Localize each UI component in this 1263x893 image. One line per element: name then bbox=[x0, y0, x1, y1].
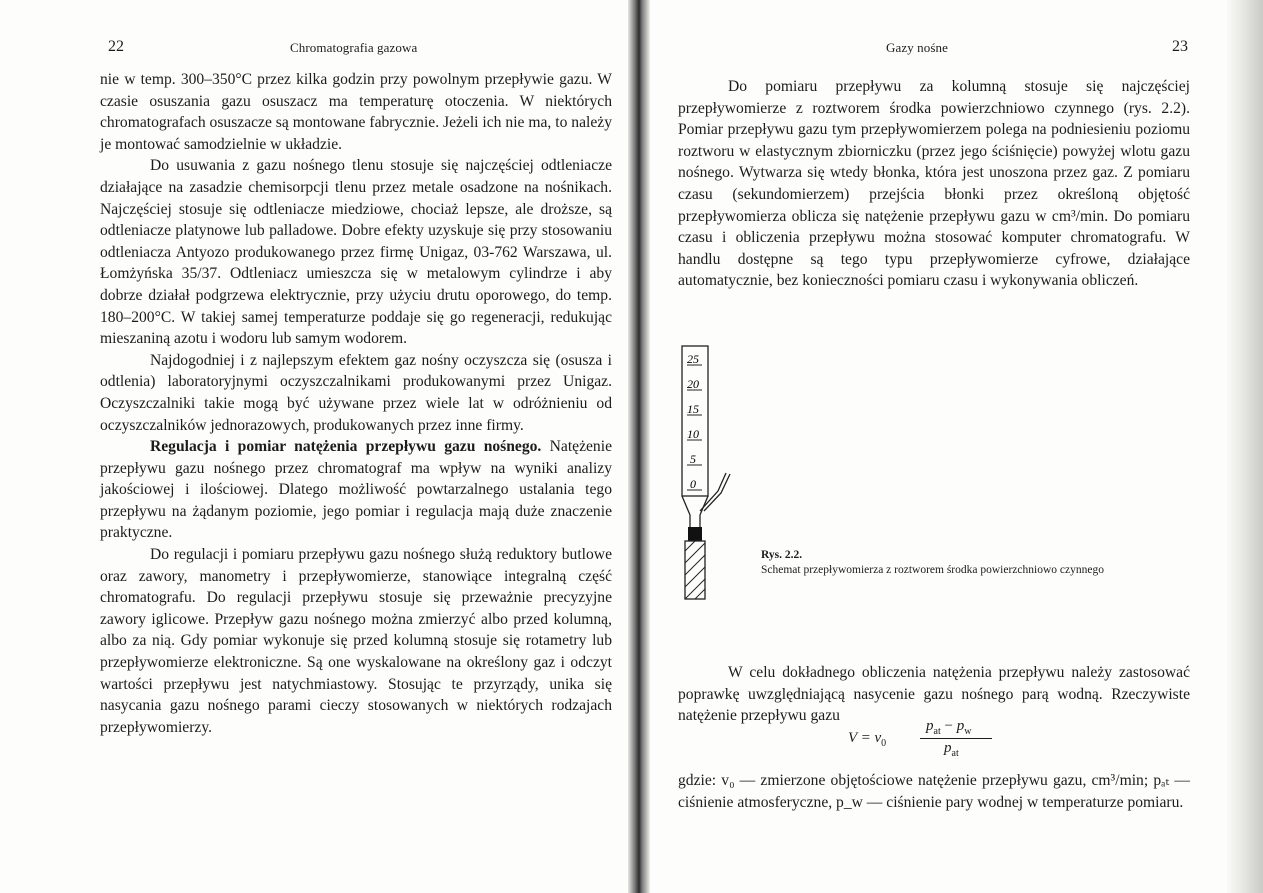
scale-label: 0 bbox=[690, 477, 696, 491]
flowmeter-diagram bbox=[678, 345, 758, 607]
paragraph: Najdogodniej i z najlepszym efektem gaz nośny oczyszcza się (osusza i odtlenia) laboratoryjnymi oczyszczalnikami produkowanymi przez Unigaz. Oczyszczalniki takie mogą być używane przez wiele lat w odróżnieniu od oczyszczalników jednorazowych, produkowanych przez inne firmy. bbox=[100, 351, 612, 434]
page-number: 22 bbox=[108, 38, 124, 55]
paragraph: Do pomiaru przepływu za kolumną stosuje się najczęściej przepływomierze z roztworem środka powierzchniowo czynnego (rys. 2.2). Pomiar przepływu gazu tym przepływomierzem polega na podniesieniu poziomu roztworu w elastycznym zbiorniczku (przez jego ściśnięcie) powyżej wlotu gazu nośnego. Wytwarza się wtedy błonka, która jest unoszona przez gaz. Z pomiaru czasu (sekundomierzem) przejścia błonki przez określoną objętość przepływomierza oblicza się natężenie przepływu gazu w cm³/min. Do pomiaru czasu i obliczenia przepływu można stosować komputer chromatografu. W handlu dostępne są tego typu przepływomierze cyfrowe, działające automatycznie, bez konieczności pomiaru czasu i wykonywania obliczeń. bbox=[678, 78, 1190, 290]
figure-label: Rys. 2.2. bbox=[761, 549, 803, 561]
paragraph: Do usuwania z gazu nośnego tlenu stosuje się najczęściej odtleniacze działające na zasadzie chemisorpcji tlenu przez metale osadzone na nośnikach. Najczęściej stosuje się odtleniacze miedziowe, chociaż lepsze, ale droższe, są odtleniacze platynowe lub palladowe. Dobre efekty uzyskuje się przy stosowaniu odtleniacza Antyozo produkowanego przez firmę Unigaz, 03-762 Warszawa, ul. Łomżyńska 35/37. Odtleniacz umieszcza się w metalowym cylindrze i aby dobrze działał podgrzewa elektrycznie, przy użyciu drutu oporowego, do temp. 180–200°C. W takiej samej temperaturze poddaje się go regeneracji, redukując mieszaniną azotu i wodoru lub samym wodorem. bbox=[100, 157, 612, 348]
paragraph-text: Natężenie przepływu gazu nośnego przez chromatograf ma wpływ na wyniki analizy jakościowej i ilościowej. Dlatego możliwość powtarzalnego ustalania tego przepływu na żądanym poziomie, jego pomiar i regulacja mają duże znaczenie praktyczne. bbox=[100, 438, 612, 542]
tube-neck bbox=[682, 496, 708, 527]
paragraph: W celu dokładnego obliczenia natężenia przepływu należy zastosować poprawkę uwzględniającą nasycenie gazu nośnego parą wodną. Rzeczywiste natężenie przepływu gazu bbox=[678, 664, 1190, 725]
left-page bbox=[100, 0, 612, 893]
left-running-head bbox=[100, 38, 612, 56]
right-body-text-top bbox=[678, 76, 1190, 292]
figure-caption bbox=[761, 548, 1166, 578]
page-number: 23 bbox=[1172, 38, 1188, 55]
page-edge-shadow bbox=[1227, 0, 1263, 893]
formula-denominator: $p_{at}$ bbox=[944, 740, 959, 759]
figure-caption-text: Schemat przepływomierza z roztworem środka powierzchniowo czynnego bbox=[761, 564, 1104, 576]
section-paragraph bbox=[100, 436, 612, 544]
running-title: Chromatografia gazowa bbox=[290, 40, 418, 55]
left-body-text bbox=[100, 69, 612, 738]
scale-label: 10 bbox=[687, 427, 699, 441]
fraction-bar bbox=[920, 738, 992, 739]
section-heading: Regulacja i pomiar natężenia przepływu gazu nośnego. bbox=[150, 438, 542, 456]
scale-label: 15 bbox=[687, 402, 699, 416]
running-title: Gazy nośne bbox=[886, 40, 949, 55]
right-page bbox=[678, 0, 1190, 893]
scale-label: 20 bbox=[687, 377, 699, 391]
paragraph: gdzie: v₀ — zmierzone objętościowe natężenie przepływu gazu, cm³/min; pₐₜ — ciśnienie atmosferyczne, p_w — ciśnienie pary wodnej w temperaturze pomiaru. bbox=[678, 772, 1190, 811]
paragraph: Do regulacji i pomiaru przepływu gazu nośnego służą reduktory butlowe oraz zawory, manometry i przepływomierze, stanowiące integralną część chromatografu. Do regulacji przepływu stosuje się przeważnie precyzyjne zawory iglicowe. Przepływ gazu nośnego można zmierzyć albo przed kolumną, albo za nią. Gdy pomiar wykonuje się przed kolumną stosuje się rotametry lub przepływomierze elektroniczne. Są one wyskalowane na określony gaz i odczyt wartości przepływu jest natychmiastowy. Stosując te przyrządy, unika się nasycania gazu nośnego parami cieczy stosowanych w niektórych rodzajach przepływomierzy. bbox=[100, 546, 612, 736]
tube-clamp bbox=[688, 527, 702, 541]
formula-lhs: $V = v_0$ bbox=[848, 730, 887, 749]
book-gutter bbox=[628, 0, 650, 893]
scale-label: 5 bbox=[690, 452, 696, 466]
formula-numerator: $p_{at} - p_w$ bbox=[926, 718, 972, 737]
figure-flowmeter bbox=[678, 345, 1190, 605]
flowmeter-tube bbox=[682, 346, 708, 496]
paragraph: nie w temp. 300–350°C przez kilka godzin przy powolnym przepływie gazu. W czasie osuszania gazu osuszacz ma temperaturę otoczenia. W niektórych chromatografach osuszacze są montowane fabrycznie. Jeżeli ich nie ma, to należy je montować samodzielnie w układzie. bbox=[100, 71, 612, 153]
scale-label: 25 bbox=[687, 352, 699, 366]
right-running-head bbox=[678, 38, 1190, 56]
flow-formula bbox=[848, 718, 1048, 758]
right-body-text-legend bbox=[678, 770, 1190, 813]
